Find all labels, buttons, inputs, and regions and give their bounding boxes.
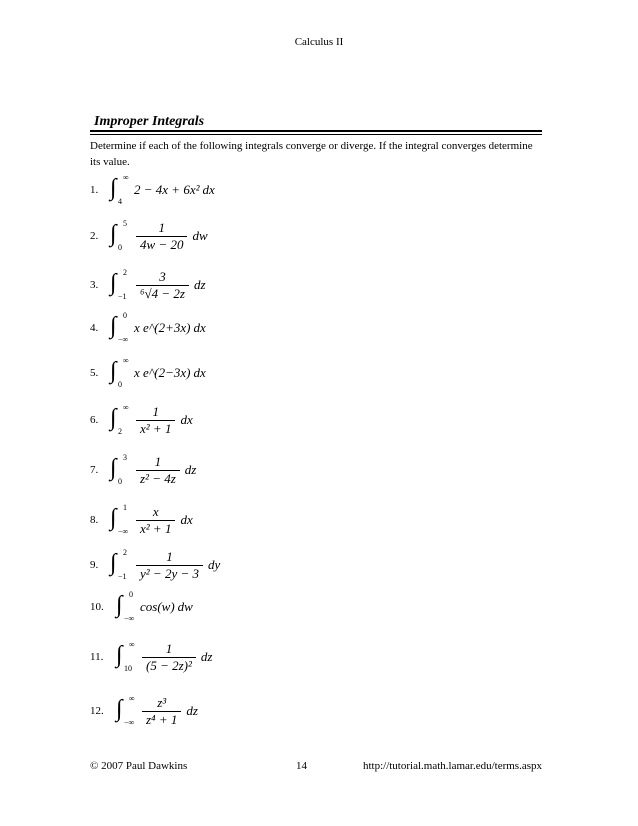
- integrand: x e^(2−3x): [134, 365, 191, 380]
- problem-number: 6.: [90, 414, 99, 426]
- lower-limit: −∞: [124, 614, 135, 623]
- fraction: [142, 696, 181, 727]
- upper-limit: 5: [123, 219, 127, 228]
- denominator: x² + 1: [136, 520, 175, 536]
- problem-number: 7.: [90, 464, 99, 476]
- denominator: z⁴ + 1: [142, 711, 181, 727]
- integral-expression: [110, 270, 206, 300]
- numerator: 3: [159, 268, 166, 284]
- denominator: 4w − 20: [136, 236, 187, 252]
- footer-page-number: 14: [296, 760, 307, 772]
- differential: dy: [207, 557, 221, 572]
- numerator: 1: [166, 548, 173, 564]
- integral-sign: ∫ 3 0: [110, 453, 127, 486]
- integral-expression: [116, 592, 193, 622]
- lower-limit: −∞: [124, 718, 135, 727]
- lower-limit: 0: [118, 477, 122, 486]
- problem-number: 9.: [90, 559, 99, 571]
- integral-expression: [110, 221, 208, 251]
- differential: dz: [186, 703, 198, 718]
- denominator: y² − 2y − 3: [136, 565, 203, 581]
- differential: dx: [202, 182, 215, 197]
- fraction: [136, 405, 175, 436]
- differential: dx: [180, 412, 193, 427]
- fraction: [136, 455, 180, 486]
- upper-limit: 1: [123, 503, 127, 512]
- lower-limit: −1: [118, 572, 127, 581]
- integral-sign: ∫ ∞ −∞: [116, 694, 135, 727]
- differential: dw: [177, 599, 193, 614]
- denominator: (5 − 2z)²: [142, 657, 196, 673]
- upper-limit: ∞: [123, 356, 129, 365]
- lower-limit: 10: [124, 664, 132, 673]
- integral-expression: [110, 550, 220, 580]
- integral-expression: [116, 642, 212, 672]
- upper-limit: ∞: [129, 640, 135, 649]
- lower-limit: −∞: [118, 527, 129, 536]
- denominator: ⁶√4 − 2z: [136, 285, 189, 301]
- integral-sign: ∫ ∞ 2: [110, 403, 129, 436]
- integral-sign: ∫ 5 0: [110, 219, 127, 252]
- differential: dx: [180, 512, 193, 527]
- integral-sign: ∫ ∞ 4: [110, 173, 129, 206]
- integral-expression: [110, 358, 206, 388]
- integral-sign: ∫ 2 −1: [110, 548, 127, 581]
- denominator: z² − 4z: [136, 470, 180, 486]
- upper-limit: ∞: [123, 403, 129, 412]
- problem-number: 10.: [90, 601, 104, 613]
- integral-sign: ∫ ∞ 10: [116, 640, 135, 673]
- lower-limit: 4: [118, 197, 122, 206]
- integral-sign: ∫ 0 −∞: [116, 590, 135, 623]
- upper-limit: 2: [123, 548, 127, 557]
- integrand: cos(w): [140, 599, 175, 614]
- integral-sign: ∫ 2 −1: [110, 268, 127, 301]
- numerator: 1: [165, 640, 173, 656]
- integral-expression: [110, 505, 193, 535]
- numerator: 1: [152, 403, 159, 419]
- problem-number: 3.: [90, 279, 99, 291]
- footer-copyright: © 2007 Paul Dawkins: [90, 760, 188, 772]
- fraction: [136, 270, 189, 301]
- numerator: z³: [157, 694, 167, 710]
- numerator: 1: [154, 453, 162, 469]
- lower-limit: −∞: [118, 335, 129, 344]
- footer-url-link[interactable]: http://tutorial.math.lamar.edu/terms.aspx: [362, 760, 542, 772]
- upper-limit: 3: [123, 453, 127, 462]
- integral-expression: [110, 455, 196, 485]
- lower-limit: 2: [118, 427, 122, 436]
- differential: dz: [184, 462, 197, 477]
- title-rule-thick: [90, 130, 542, 132]
- upper-limit: 0: [123, 311, 127, 320]
- upper-limit: ∞: [129, 694, 135, 703]
- integral-expression: [116, 696, 198, 726]
- upper-limit: ∞: [123, 173, 129, 182]
- integral-expression: [110, 175, 215, 205]
- lower-limit: 0: [118, 380, 122, 389]
- differential: dz: [194, 277, 206, 292]
- differential: dw: [192, 228, 208, 243]
- integrand: x e^(2+3x): [134, 320, 191, 335]
- denominator: x² + 1: [136, 420, 175, 436]
- problem-number: 2.: [90, 230, 99, 242]
- instructions-text: Determine if each of the following integrals converge or diverge. If the integral converges determine its value.: [90, 140, 533, 168]
- differential: dx: [193, 320, 206, 335]
- integral-sign: ∫ 0 −∞: [110, 311, 129, 344]
- numerator: 1: [158, 219, 165, 235]
- problem-number: 8.: [90, 514, 99, 526]
- fraction: [142, 642, 196, 673]
- integral-sign: ∫ ∞ 0: [110, 356, 129, 389]
- fraction: [136, 221, 187, 252]
- lower-limit: 0: [118, 243, 122, 252]
- problem-number: 1.: [90, 184, 99, 196]
- integral-sign: ∫ 1 −∞: [110, 503, 129, 536]
- upper-limit: 2: [123, 268, 127, 277]
- fraction: [136, 505, 175, 536]
- numerator: x: [152, 503, 159, 519]
- page-header: Calculus II: [294, 36, 344, 48]
- section-title: Improper Integrals: [94, 114, 205, 129]
- differential: dz: [200, 649, 213, 664]
- differential: dx: [193, 365, 206, 380]
- title-rule-thin: [90, 134, 542, 135]
- problem-number: 5.: [90, 367, 99, 379]
- integral-expression: [110, 313, 206, 343]
- upper-limit: 0: [129, 590, 133, 599]
- lower-limit: −1: [118, 292, 127, 301]
- fraction: [136, 550, 203, 581]
- problem-number: 11.: [90, 651, 104, 663]
- problem-number: 4.: [90, 322, 99, 334]
- integrand: 2 − 4x + 6x²: [134, 182, 200, 197]
- problem-number: 12.: [90, 705, 104, 717]
- integral-expression: [110, 405, 193, 435]
